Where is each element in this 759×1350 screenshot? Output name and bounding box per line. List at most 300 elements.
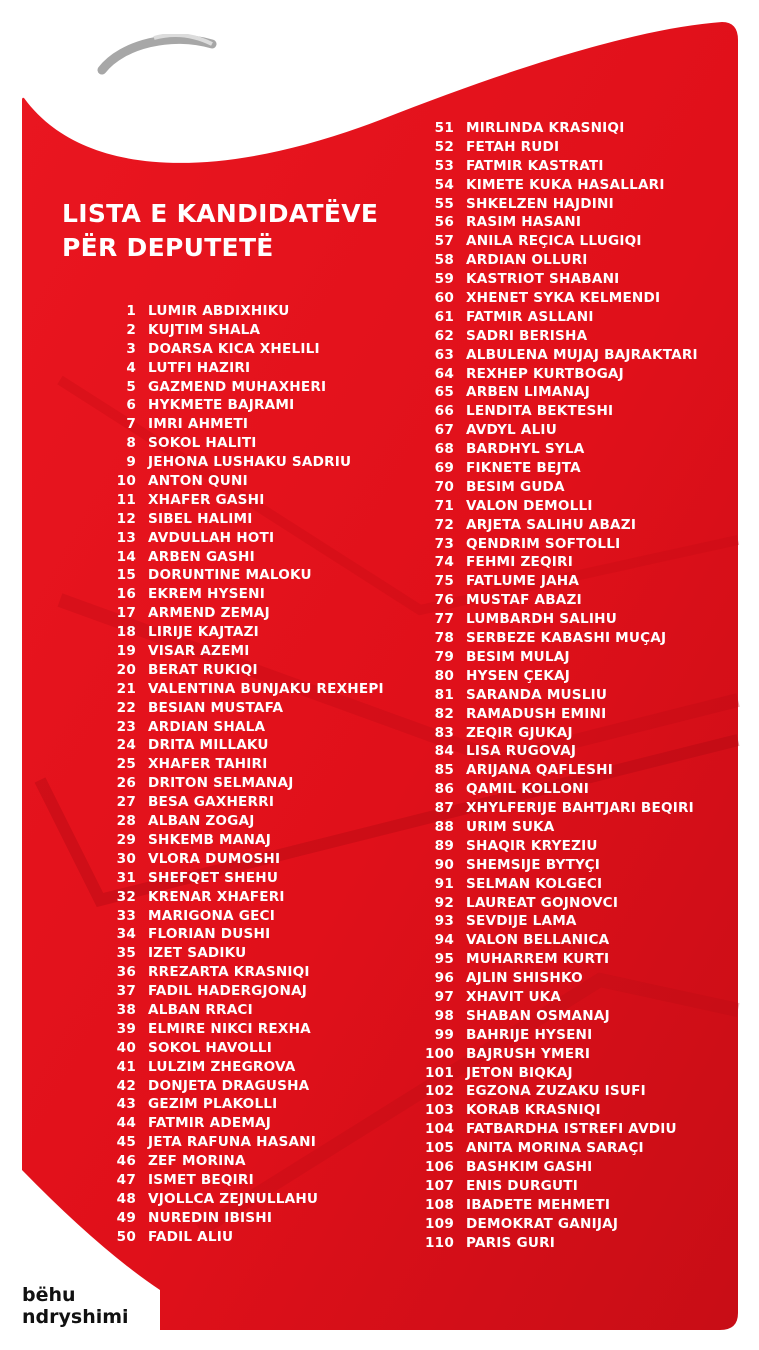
candidate-name: GAZMEND MUHAXHERI: [148, 378, 327, 395]
candidate-number: 58: [434, 252, 454, 269]
candidate-number: 2: [126, 321, 136, 338]
candidate-name: ARDIAN OLLURI: [466, 252, 588, 269]
candidate-number: 36: [116, 964, 136, 981]
candidate-row: [396, 610, 698, 629]
candidate-name: RAMADUSH EMINI: [466, 705, 607, 722]
candidate-name: SOKOL HAVOLLI: [148, 1039, 273, 1056]
candidate-number: 72: [434, 516, 454, 533]
candidate-name: ZEQIR GJUKAJ: [466, 724, 573, 741]
candidate-number: 45: [116, 1134, 136, 1151]
candidate-name: AVDYL ALIU: [466, 422, 557, 439]
candidate-number: 82: [434, 705, 454, 722]
candidate-number: 93: [434, 913, 454, 930]
candidate-row: [396, 724, 698, 743]
candidate-number: 81: [434, 686, 454, 703]
candidate-row: [396, 1158, 698, 1177]
candidate-number: 48: [116, 1190, 136, 1207]
candidate-number: 8: [126, 435, 136, 452]
candidate-number: 11: [116, 491, 136, 508]
candidate-number: 91: [434, 875, 454, 892]
candidate-number: 33: [116, 907, 136, 924]
candidate-number: 20: [116, 661, 136, 678]
candidate-name: JETA RAFUNA HASANI: [148, 1134, 316, 1151]
candidate-number: 55: [434, 195, 454, 212]
candidate-number: 73: [434, 535, 454, 552]
candidate-name: IZET SADIKU: [148, 945, 247, 962]
candidate-name: BESA GAXHERRI: [148, 794, 275, 811]
candidate-name: BASHKIM GASHI: [466, 1158, 593, 1175]
candidate-name: SELMAN KOLGECI: [466, 875, 603, 892]
candidate-name: XHAFER GASHI: [148, 491, 265, 508]
candidate-number: 61: [434, 308, 454, 325]
candidate-number: 43: [116, 1096, 136, 1113]
candidate-name: SHEMSIJE BYTYÇI: [466, 856, 601, 873]
candidate-name: FEHMI ZEQIRI: [466, 554, 573, 571]
candidate-number: 63: [434, 346, 454, 363]
candidate-name: SERBEZE KABASHI MUÇAJ: [466, 630, 667, 647]
candidate-number: 27: [116, 794, 136, 811]
candidate-number: 77: [434, 611, 454, 628]
candidate-row: [396, 988, 698, 1007]
candidate-name: FADIL HADERGJONAJ: [148, 983, 308, 1000]
title-line-2: PËR DEPUTETË: [62, 233, 274, 262]
slogan-line-2: ndryshimi: [22, 1306, 129, 1328]
candidate-row: [396, 251, 698, 270]
candidate-name: FIKNETE BEJTA: [466, 460, 581, 477]
candidate-name: RASIM HASANI: [466, 214, 582, 231]
candidate-name: SIBEL HALIMI: [148, 510, 253, 527]
candidate-name: XHENET SYKA KELMENDI: [466, 290, 661, 307]
candidate-name: URIM SUKA: [466, 818, 555, 835]
candidate-row: [96, 925, 384, 944]
candidate-number: 41: [116, 1058, 136, 1075]
candidate-number: 67: [434, 422, 454, 439]
ldk-logo: [62, 34, 232, 118]
candidate-row: [96, 963, 384, 982]
candidate-name: ANITA MORINA SARAÇI: [466, 1140, 644, 1157]
candidate-row: [396, 912, 698, 931]
candidate-number: 28: [116, 813, 136, 830]
candidate-row: [96, 718, 384, 737]
candidate-name: JEHONA LUSHAKU SADRIU: [148, 454, 352, 471]
candidate-row: [396, 327, 698, 346]
candidate-number: 21: [116, 680, 136, 697]
candidate-name: HYKMETE BAJRAMI: [148, 397, 295, 414]
candidate-row: [396, 1082, 698, 1101]
candidate-row: [396, 969, 698, 988]
candidate-name: ARBEN GASHI: [148, 548, 255, 565]
candidate-number: 110: [425, 1234, 454, 1251]
candidate-row: [396, 157, 698, 176]
candidate-number: 16: [116, 586, 136, 603]
candidate-name: LISA RUGOVAJ: [466, 743, 577, 760]
candidate-number: 42: [116, 1077, 136, 1094]
candidate-row: [396, 440, 698, 459]
candidate-number: 12: [116, 510, 136, 527]
candidate-name: ZEF MORINA: [148, 1153, 246, 1170]
candidate-row: [396, 950, 698, 969]
candidate-number: 14: [116, 548, 136, 565]
candidate-row: [96, 529, 384, 548]
candidate-name: SADRI BERISHA: [466, 327, 588, 344]
candidate-number: 19: [116, 643, 136, 660]
candidate-name: FETAH RUDI: [466, 138, 560, 155]
candidate-name: LENDITA BEKTESHI: [466, 403, 614, 420]
candidate-number: 22: [116, 699, 136, 716]
candidate-row: [396, 213, 698, 232]
candidate-name: BESIM GUDA: [466, 478, 565, 495]
candidate-number: 31: [116, 869, 136, 886]
candidate-row: [96, 1020, 384, 1039]
candidate-name: VALENTINA BUNJAKU REXHEPI: [148, 680, 384, 697]
candidate-number: 84: [434, 743, 454, 760]
candidate-number: 52: [434, 138, 454, 155]
candidate-row: [96, 1001, 384, 1020]
candidate-row: [396, 176, 698, 195]
candidate-row: [396, 119, 698, 138]
candidate-number: 32: [116, 888, 136, 905]
candidate-number: 92: [434, 894, 454, 911]
candidate-name: ARJETA SALIHU ABAZI: [466, 516, 637, 533]
candidate-number: 6: [126, 397, 136, 414]
candidate-row: [396, 346, 698, 365]
candidate-name: BESIM MULAJ: [466, 648, 570, 665]
candidate-name: ISMET BEQIRI: [148, 1171, 254, 1188]
candidate-number: 78: [434, 630, 454, 647]
candidate-number: 98: [434, 1007, 454, 1024]
candidate-name: DRITA MILLAKU: [148, 737, 269, 754]
candidate-name: FATMIR KASTRATI: [466, 157, 604, 174]
candidate-row: [396, 799, 698, 818]
candidate-name: EKREM HYSENI: [148, 586, 265, 603]
candidate-row: [396, 383, 698, 402]
candidate-row: [396, 629, 698, 648]
candidate-name: LIRIJE KAJTAZI: [148, 624, 259, 641]
candidate-number: 29: [116, 831, 136, 848]
candidate-row: [396, 1120, 698, 1139]
candidate-row: [396, 686, 698, 705]
candidate-name: FLORIAN DUSHI: [148, 926, 271, 943]
candidate-number: 83: [434, 724, 454, 741]
candidate-row: [96, 378, 384, 397]
candidate-name: KASTRIOT SHABANI: [466, 271, 620, 288]
candidate-name: KUJTIM SHALA: [148, 321, 261, 338]
candidate-name: FATLUME JAHA: [466, 573, 580, 590]
candidate-row: [96, 510, 384, 529]
candidate-row: [396, 761, 698, 780]
candidate-number: 7: [126, 416, 136, 433]
candidate-name: SOKOL HALITI: [148, 435, 257, 452]
candidate-number: 39: [116, 1020, 136, 1037]
candidate-number: 103: [425, 1102, 454, 1119]
candidate-row: [96, 1171, 384, 1190]
candidate-row: [396, 1045, 698, 1064]
candidate-row: [396, 705, 698, 724]
candidate-row: [396, 667, 698, 686]
candidate-row: [96, 1095, 384, 1114]
candidate-number: 4: [126, 359, 136, 376]
candidate-name: QAMIL KOLLONI: [466, 781, 589, 798]
candidate-number: 51: [434, 120, 454, 136]
candidate-name: VALON DEMOLLI: [466, 497, 593, 514]
candidate-row: [396, 837, 698, 856]
candidate-name: PARIS GURI: [466, 1234, 556, 1251]
slogan: [22, 1284, 129, 1328]
candidate-row: [396, 497, 698, 516]
candidate-number: 38: [116, 1001, 136, 1018]
candidate-number: 96: [434, 970, 454, 987]
candidate-row: [396, 270, 698, 289]
candidate-row: [396, 591, 698, 610]
candidate-name: FATMIR ADEMAJ: [148, 1115, 272, 1132]
candidate-row: [96, 566, 384, 585]
candidate-number: 107: [425, 1177, 454, 1194]
page-title: [62, 197, 378, 265]
candidate-name: MARIGONA GECI: [148, 907, 275, 924]
candidate-number: 88: [434, 818, 454, 835]
candidate-row: [396, 931, 698, 950]
candidate-number: 56: [434, 214, 454, 231]
candidate-row: [396, 572, 698, 591]
candidate-row: [96, 340, 384, 359]
candidate-name: LAUREAT GOJNOVCI: [466, 894, 619, 911]
candidate-row: [96, 812, 384, 831]
candidate-name: DOARSA KICA XHELILI: [148, 340, 320, 357]
candidate-name: ARIJANA QAFLESHI: [466, 762, 613, 779]
candidate-name: SHABAN OSMANAJ: [466, 1007, 610, 1024]
candidate-row: [96, 604, 384, 623]
candidate-number: 99: [434, 1026, 454, 1043]
candidate-row: [396, 308, 698, 327]
candidate-number: 90: [434, 856, 454, 873]
candidate-number: 97: [434, 988, 454, 1005]
candidate-name: LULZIM ZHEGROVA: [148, 1058, 296, 1075]
candidate-name: SHKEMB MANAJ: [148, 831, 272, 848]
candidate-name: BAJRUSH YMERI: [466, 1045, 591, 1062]
candidate-name: IMRI AHMETI: [148, 416, 249, 433]
candidate-row: [96, 1058, 384, 1077]
candidate-number: 65: [434, 384, 454, 401]
candidate-row: [96, 1133, 384, 1152]
candidate-number: 102: [425, 1083, 454, 1100]
candidate-name: NUREDIN IBISHI: [148, 1209, 273, 1226]
candidate-name: ARBEN LIMANAJ: [466, 384, 591, 401]
candidate-name: VJOLLCA ZEJNULLAHU: [148, 1190, 319, 1207]
candidate-name: SEVDIJE LAMA: [466, 913, 577, 930]
candidate-row: [396, 894, 698, 913]
candidate-number: 100: [425, 1045, 454, 1062]
candidate-number: 74: [434, 554, 454, 571]
candidate-name: ELMIRE NIKCI REXHA: [148, 1020, 311, 1037]
candidate-number: 109: [425, 1215, 454, 1232]
candidate-row: [396, 818, 698, 837]
candidate-name: VISAR AZEMI: [148, 643, 250, 660]
candidate-number: 106: [425, 1158, 454, 1175]
candidate-row: [96, 888, 384, 907]
candidate-number: 95: [434, 951, 454, 968]
candidate-name: IBADETE MEHMETI: [466, 1196, 611, 1213]
candidate-name: HYSEN ÇEKAJ: [466, 667, 570, 684]
candidate-row: [396, 421, 698, 440]
candidate-number: 53: [434, 157, 454, 174]
candidate-number: 85: [434, 762, 454, 779]
candidate-row: [96, 321, 384, 340]
candidate-row: [396, 553, 698, 572]
candidate-name: BERAT RUKIQI: [148, 661, 258, 678]
candidate-row: [96, 472, 384, 491]
candidate-row: [396, 516, 698, 535]
candidate-name: REXHEP KURTBOGAJ: [466, 365, 624, 382]
candidate-number: 104: [425, 1121, 454, 1138]
candidate-number: 40: [116, 1039, 136, 1056]
candidate-row: [396, 1064, 698, 1083]
candidate-name: KORAB KRASNIQI: [466, 1102, 601, 1119]
candidate-number: 49: [116, 1209, 136, 1226]
candidate-row: [96, 793, 384, 812]
candidate-name: XHAVIT UKA: [466, 988, 562, 1005]
candidate-number: 24: [116, 737, 136, 754]
candidate-number: 69: [434, 460, 454, 477]
candidate-name: ALBULENA MUJAJ BAJRAKTARI: [466, 346, 698, 363]
candidate-row: [96, 642, 384, 661]
candidate-list-left: [96, 302, 384, 1247]
candidate-row: [96, 434, 384, 453]
candidate-name: LUMBARDH SALIHU: [466, 611, 617, 628]
candidate-row: [96, 1152, 384, 1171]
candidate-row: [96, 396, 384, 415]
candidate-number: 13: [116, 529, 136, 546]
candidate-name: ENIS DURGUTI: [466, 1177, 578, 1194]
candidate-name: ALBAN ZOGAJ: [148, 813, 255, 830]
candidate-number: 75: [434, 573, 454, 590]
candidate-number: 108: [425, 1196, 454, 1213]
candidate-name: BESIAN MUSTAFA: [148, 699, 284, 716]
candidate-row: [96, 661, 384, 680]
candidate-number: 54: [434, 176, 454, 193]
candidate-number: 57: [434, 233, 454, 250]
candidate-row: [96, 831, 384, 850]
candidate-number: 44: [116, 1115, 136, 1132]
candidate-name: MUHARREM KURTI: [466, 951, 610, 968]
candidate-row: [396, 365, 698, 384]
candidate-row: [396, 648, 698, 667]
candidate-row: [396, 459, 698, 478]
candidate-number: 62: [434, 327, 454, 344]
candidate-number: 101: [425, 1064, 454, 1081]
candidate-number: 15: [116, 567, 136, 584]
candidate-number: 66: [434, 403, 454, 420]
candidate-name: KIMETE KUKA HASALLARI: [466, 176, 665, 193]
candidate-number: 60: [434, 290, 454, 307]
candidate-row: [96, 453, 384, 472]
slogan-line-1: bëhu: [22, 1284, 76, 1306]
candidate-name: MUSTAF ABAZI: [466, 592, 582, 609]
candidate-row: [96, 1077, 384, 1096]
candidate-name: DRITON SELMANAJ: [148, 775, 294, 792]
candidate-row: [96, 415, 384, 434]
candidate-number: 105: [425, 1140, 454, 1157]
candidate-number: 30: [116, 850, 136, 867]
candidate-name: SHKELZEN HAJDINI: [466, 195, 614, 212]
candidate-name: EGZONA ZUZAKU ISUFI: [466, 1083, 646, 1100]
candidate-row: [96, 1114, 384, 1133]
candidate-name: BAHRIJE HYSENI: [466, 1026, 593, 1043]
candidate-row: [396, 1234, 698, 1253]
candidate-name: VLORA DUMOSHI: [148, 850, 281, 867]
candidate-row: [96, 982, 384, 1001]
candidate-row: [96, 359, 384, 378]
candidate-list-right: [396, 119, 698, 1252]
title-line-1: LISTA E KANDIDATËVE: [62, 199, 379, 228]
candidate-number: 18: [116, 624, 136, 641]
candidate-name: ARDIAN SHALA: [148, 718, 266, 735]
candidate-row: [396, 232, 698, 251]
candidate-number: 89: [434, 837, 454, 854]
candidate-number: 1: [126, 303, 136, 319]
candidate-number: 76: [434, 592, 454, 609]
candidate-number: 68: [434, 441, 454, 458]
candidate-name: DONJETA DRAGUSHA: [148, 1077, 310, 1094]
candidate-row: [96, 850, 384, 869]
candidate-name: QENDRIM SOFTOLLI: [466, 535, 621, 552]
candidate-row: [96, 1228, 384, 1247]
candidate-name: ALBAN RRACI: [148, 1001, 253, 1018]
candidate-row: [96, 869, 384, 888]
candidate-name: AVDULLAH HOTI: [148, 529, 275, 546]
candidate-name: LUMIR ABDIXHIKU: [148, 303, 290, 319]
candidate-name: GEZIM PLAKOLLI: [148, 1096, 278, 1113]
candidate-name: FADIL ALIU: [148, 1228, 234, 1245]
candidate-number: 37: [116, 983, 136, 1000]
candidate-row: [396, 875, 698, 894]
candidate-row: [396, 1177, 698, 1196]
candidate-row: [396, 1007, 698, 1026]
candidate-number: 80: [434, 667, 454, 684]
candidate-number: 46: [116, 1153, 136, 1170]
candidate-row: [396, 1196, 698, 1215]
candidate-row: [396, 1101, 698, 1120]
candidate-number: 17: [116, 605, 136, 622]
candidate-row: [96, 736, 384, 755]
candidate-number: 71: [434, 497, 454, 514]
svg-text:LDK: LDK: [64, 66, 174, 118]
candidate-number: 26: [116, 775, 136, 792]
candidate-number: 10: [116, 473, 136, 490]
candidate-name: JETON BIQKAJ: [466, 1064, 573, 1081]
candidate-row: [396, 780, 698, 799]
candidate-row: [96, 491, 384, 510]
candidate-row: [96, 774, 384, 793]
candidate-number: 50: [116, 1228, 136, 1245]
candidate-name: ANTON QUNI: [148, 473, 248, 490]
candidate-row: [96, 585, 384, 604]
candidate-name: SARANDA MUSLIU: [466, 686, 608, 703]
candidate-row: [396, 856, 698, 875]
candidate-name: VALON BELLANICA: [466, 932, 610, 949]
candidate-name: BARDHYL SYLA: [466, 441, 585, 458]
candidate-number: 23: [116, 718, 136, 735]
candidate-number: 94: [434, 932, 454, 949]
candidate-row: [396, 1215, 698, 1234]
candidate-name: ANILA REÇICA LLUGIQI: [466, 233, 642, 250]
candidate-row: [96, 302, 384, 321]
candidate-name: LUTFI HAZIRI: [148, 359, 251, 376]
candidate-name: SHAQIR KRYEZIU: [466, 837, 598, 854]
candidate-name: SHEFQET SHEHU: [148, 869, 279, 886]
candidate-row: [96, 1209, 384, 1228]
candidate-name: FATMIR ASLLANI: [466, 308, 594, 325]
candidate-row: [396, 138, 698, 157]
